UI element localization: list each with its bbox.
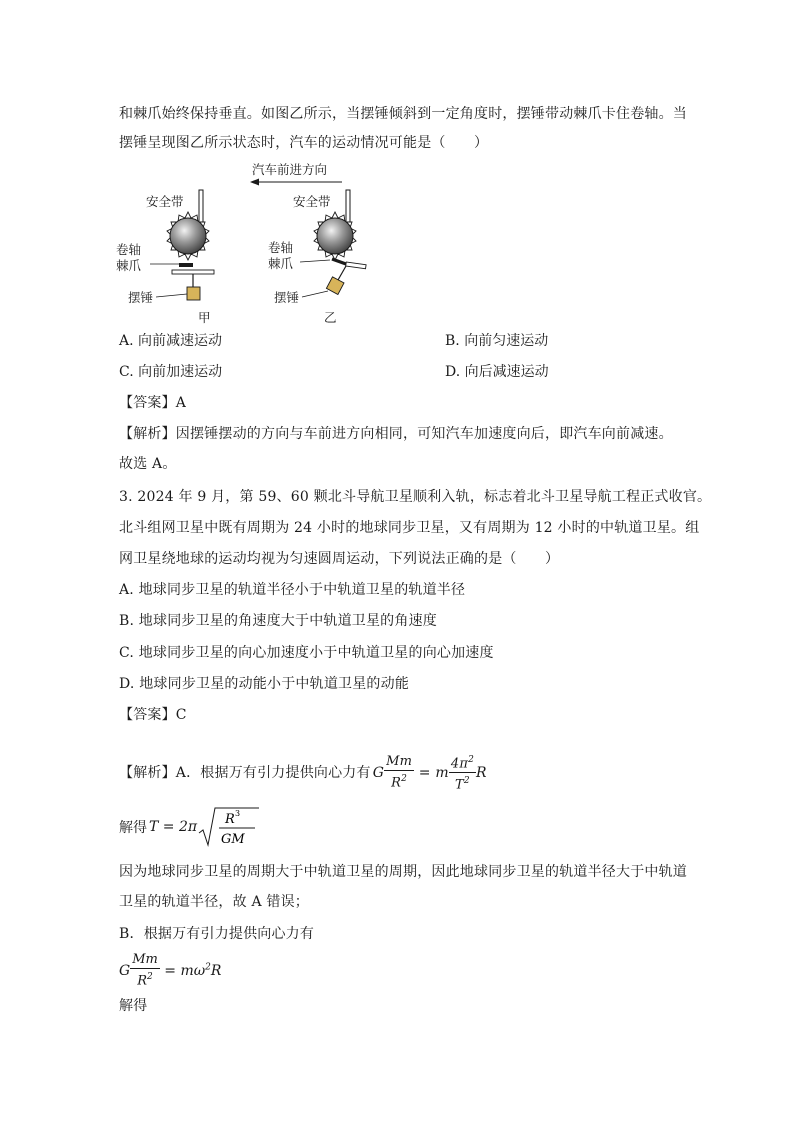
- intro-line-1: 和棘爪始终保持垂直。如图乙所示，当摆锤倾斜到一定角度时，摆锤带动棘爪卡住卷轴。当: [119, 106, 687, 122]
- eq-gravity-omega: G $\frac{Mm}{R^2}$ = $m\omega^2R$: [119, 952, 222, 989]
- q2-analysis-line-1: 【解析】因摆锤摆动的方向与车前进方向相同，可知汽车加速度向后，即汽车向前减速。: [119, 426, 673, 442]
- q2-option-d: D. 向后减速运动: [445, 364, 549, 380]
- diagram-left: [116, 190, 214, 325]
- q3-option-d: D. 地球同步卫星的动能小于中轨道卫星的动能: [119, 676, 410, 692]
- q3-analysis-a-prefix: 【解析】A．根据万有引力提供向心力有: [119, 764, 371, 781]
- right-pawl: [332, 259, 346, 264]
- q2-option-a: A. 向前减速运动: [119, 333, 223, 349]
- right-pendulum-label: 摆锤: [274, 290, 300, 305]
- q3-stem-line-3: 网卫星绕地球的运动均视为匀速圆周运动，下列说法正确的是（ ）: [119, 551, 560, 567]
- right-belt-label: 安全带: [293, 194, 331, 209]
- left-spool-label: 卷轴: [116, 242, 142, 257]
- q3-reason-line-1: 因为地球同步卫星的周期大于中轨道卫星的周期，因此地球同步卫星的轨道半径大于中轨道: [119, 864, 687, 880]
- right-pawl-label: 棘爪: [268, 256, 294, 271]
- svg-text:3: 3: [235, 809, 241, 818]
- svg-text:R: R: [225, 812, 235, 827]
- left-belt-label: 安全带: [146, 194, 184, 209]
- q2-option-b: B. 向前匀速运动: [445, 333, 549, 349]
- diagram-right: [268, 190, 366, 325]
- right-pendulum-rod: [338, 266, 346, 280]
- seatbelt-figure: [110, 160, 490, 330]
- right-pawl-plate: [346, 262, 366, 269]
- intro-line-2: 摆锤呈现图乙所示状态时，汽车的运动情况可能是（ ）: [119, 135, 489, 151]
- q3-solve-label-2: 解得: [119, 998, 148, 1014]
- q3-analysis-b: B．根据万有引力提供向心力有: [119, 926, 315, 942]
- left-pawl-label: 棘爪: [116, 258, 142, 273]
- q3-stem-line-2: 北斗组网卫星中既有周期为 24 小时的地球同步卫星，又有周期为 12 小时的中轨道卫星。组: [119, 520, 700, 536]
- q2-analysis-line-2: 故选 A。: [119, 456, 177, 472]
- right-spool-label: 卷轴: [268, 240, 294, 255]
- left-pendulum-weight: [187, 287, 200, 300]
- left-caption: 甲: [198, 310, 211, 325]
- right-pendulum-weight: [326, 277, 344, 295]
- seatbelt-diagram: [110, 160, 490, 330]
- right-caption: 乙: [324, 310, 337, 325]
- left-pawl: [179, 263, 193, 267]
- svg-text:GM: GM: [221, 832, 245, 847]
- left-pendulum-label: 摆锤: [128, 290, 154, 305]
- left-pawl-plate: [172, 270, 214, 274]
- q3-option-b: B. 地球同步卫星的角速度大于中轨道卫星的角速度: [119, 613, 437, 629]
- q3-reason-line-2: 卫星的轨道半径，故 A 错误；: [119, 894, 310, 910]
- solve-label: 解得: [119, 820, 147, 836]
- q3-stem-line-1: 3. 2024 年 9 月，第 59、60 颗北斗导航卫星顺利入轨，标志着北斗卫星导航工程正式收官。: [119, 489, 712, 505]
- eq-gravity-period: G $\frac{Mm}{R^2}$ = m $\frac{4\pi^2}{T^2}$ R: [373, 765, 487, 781]
- q3-answer: 【答案】C: [119, 707, 187, 723]
- sqrt-expression: [197, 805, 261, 849]
- q2-answer: 【答案】A: [119, 395, 187, 411]
- q2-option-c: C. 向前加速运动: [119, 364, 223, 380]
- direction-arrow-head: [250, 179, 259, 186]
- q3-analysis-a: [119, 752, 487, 794]
- q3-option-a: A. 地球同步卫星的轨道半径小于中轨道卫星的轨道半径: [119, 582, 466, 598]
- direction-label: 汽车前进方向: [252, 162, 328, 177]
- q3-option-c: C. 地球同步卫星的向心加速度小于中轨道卫星的向心加速度: [119, 645, 494, 661]
- q3-solve-t: 解得 T = 2π R 3 GM: [119, 805, 261, 849]
